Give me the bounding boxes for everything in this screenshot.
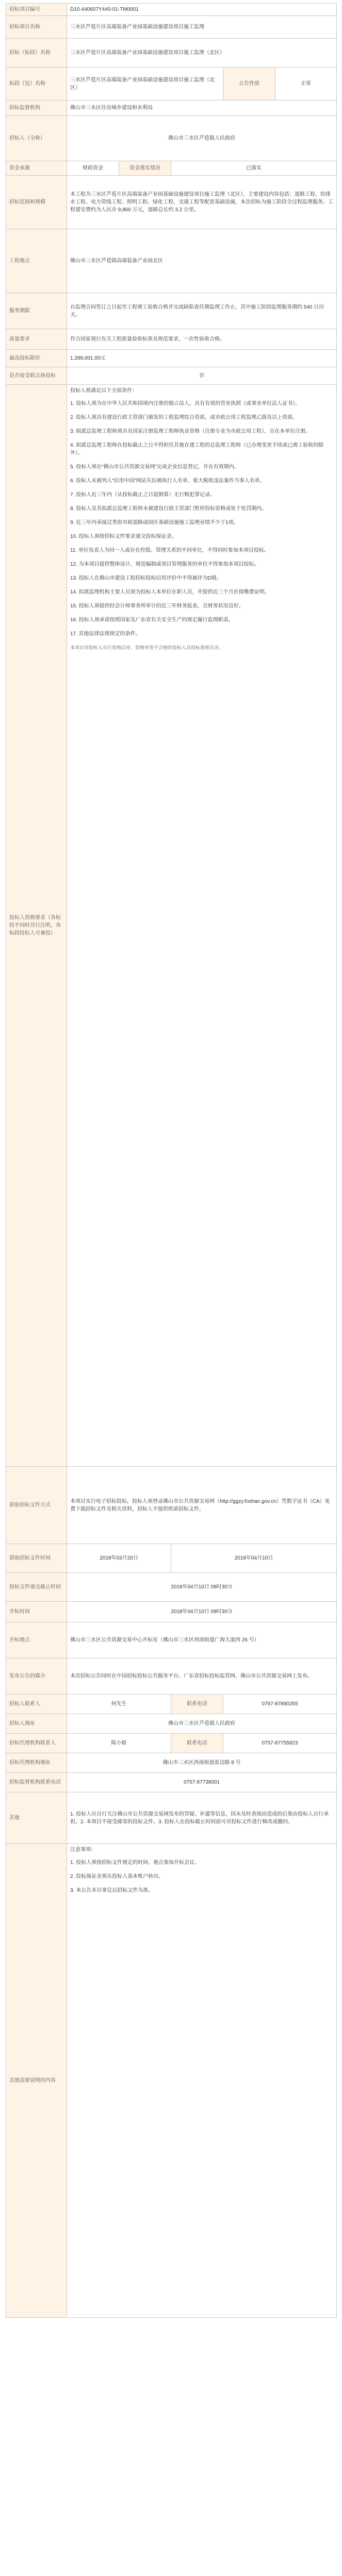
qualification-item: 15. 投标人须提供经会计师事务所审计的近三年财务报表，且财务状况良好。 (70, 603, 244, 609)
content-block (67, 1844, 337, 2318)
other-label: 其他 (6, 1792, 67, 1844)
open-place-label: 开标地点 (6, 1622, 67, 1658)
scale-text: 本工程为三水区芦苞片区高端装备产业园基础设施建设项目施工监理（北区），主要建设内容包括：道路工程、给排水工程、电力管线工程、照明工程、绿化工程、交通工程等配套基础设施，本次招标为施工阶段全过程监理服务。工程建安费约为人民币 9,860 万元，道路总长约 3.2 公里。 (67, 176, 337, 229)
owner-contact-label: 招标人联系人 (6, 1694, 67, 1714)
qualification-item: 8. 投标人及其拟派总监理工程师未被建设行政主管部门暂停投标资格或处于处罚期内。 (70, 506, 267, 512)
section-name: 三水区芦苞片区高端装备产业园基础设施建设项目施工监理（北区） (67, 67, 223, 100)
qualification-item: 1. 投标人须为在中华人民共和国境内注册的独立法人，具有有效的营业执照（或事业单位法人证书）。 (70, 401, 301, 406)
owner-label: 招标人（全称） (6, 116, 67, 161)
scale-label: 招标范围和规模 (6, 176, 67, 229)
funding-ratio: 已落实 (171, 161, 337, 176)
submit-label: 投标文件递交截止时间 (6, 1573, 67, 1602)
qualification-head: 投标人须满足以下全部条件： (70, 388, 137, 394)
allow-joint: 否 (67, 367, 337, 385)
qualification-item: 14. 拟派监理机构主要人员须为投标人本单位在职人员，并提供近三个月社保缴费证明。 (70, 589, 270, 595)
content-item: 2. 投标保证金须从投标人基本账户转出。 (70, 1874, 164, 1879)
location: 佛山市三水区芦苞镇高端装备产业园北区 (67, 229, 337, 293)
quality-label: 质量要求 (6, 329, 67, 350)
funding-ratio-label: 资金落实情况 (119, 161, 171, 176)
get-time-end: 2018年04月10日 (171, 1544, 337, 1573)
location-label: 工程地点 (6, 229, 67, 293)
method-label: 获取招标文件方式 (6, 1467, 67, 1544)
content-item: 1. 投标人须按招标文件规定的时间、地点参加开标会议。 (70, 1860, 200, 1866)
content-head: 注意事项： (70, 1847, 96, 1853)
agent-phone: 0757-87755823 (223, 1734, 337, 1753)
period: 自监理合同签订之日起至工程竣工验收合格并完成缺陷责任期监理工作止，其中施工阶段监理服务期约 540 日历天。 (67, 293, 337, 329)
get-time-label: 获取招标文件时间 (6, 1544, 67, 1573)
qualification-item: 7. 投标人近三年内（从投标截止之日起倒算）无行贿犯罪记录。 (70, 492, 216, 498)
open-time-label: 开标时间 (6, 1602, 67, 1622)
owner-address: 佛山市三水区芦苞镇人民政府 (67, 1714, 337, 1734)
announcement-page (6, 3, 336, 2318)
project-name-label: 招标项目名称 (6, 16, 67, 39)
funding-source: 财政资金 (67, 161, 119, 176)
agent-address-label: 招标代理机构地址 (6, 1753, 67, 1773)
control-price-label: 最高投标限价 (6, 350, 67, 367)
project-code-label: 招标项目编号 (6, 4, 67, 16)
get-time-start: 2018年03月20日 (67, 1544, 171, 1573)
bid-type: 正常 (275, 67, 337, 100)
qualification-item: 12. 为本项目提供整体设计、规范编制或项目管理服务的单位不得参加本项目投标。 (70, 562, 259, 567)
period-label: 服务期限 (6, 293, 67, 329)
super-contact-label: 招标监督机构联系电话 (6, 1773, 67, 1792)
funding-label: 资金来源 (6, 161, 67, 176)
qualification-note: 本项目对投标人实行资格后审，资格审查不合格的投标人其投标将被否决。 (70, 645, 224, 650)
section-label: 标段（包）名称 (6, 67, 67, 100)
project-code: D10-440607Y440-01-TM0001 (67, 4, 337, 16)
agent-contact-label: 招标代理机构联系人 (6, 1734, 67, 1753)
owner-phone-label: 联系电话 (171, 1694, 223, 1714)
qualification-item: 13. 投标人在佛山市建设工程招标投标信用评价中不得被评为D级。 (70, 575, 222, 581)
allow-joint-label: 是否接受联合体投标 (6, 367, 67, 385)
qualification-item: 10. 投标人须按招标文件要求递交投标保证金。 (70, 534, 177, 539)
supervision: 佛山市三水区住房城乡建设和水利局 (67, 100, 337, 116)
quality: 符合国家现行有关工程质量验收标准及规范要求，一次性验收合格。 (67, 329, 337, 350)
content-label: 其他需要说明的内容 (6, 1844, 67, 2318)
media: 本次招标公告同时在中国招标投标公共服务平台、广东省招标投标监管网、佛山市公共资源交易网上发布。 (67, 1658, 337, 1694)
content-item: 3. 本公告未尽事宜以招标文件为准。 (70, 1888, 154, 1893)
project-sub: 三水区芦苞片区高端装备产业园基础设施建设项目施工监理（北区） (67, 39, 337, 67)
qualification-item: 16. 投标人须承诺按照国家及广东省有关安全生产的规定履行监理职责。 (70, 617, 234, 623)
control-price: 1,289,001.00元 (67, 350, 337, 367)
agent-phone-label: 联系电话 (171, 1734, 223, 1753)
qualification-item: 9. 近三年内承接过类似市政道路或园区基础设施施工监理业绩不少于1项。 (70, 520, 239, 526)
other-text: 1. 投标人应自行关注佛山市公共资源交易网发布的答疑、补遗等信息，因未及时查阅而造成的后果由投标人自行承担。2. 本项目不接受邮寄的投标文件。3. 投标人在投标截止时间前可对投标文件进行修改或撤回。 (67, 1792, 337, 1844)
supervision-label: 招标监督机构 (6, 100, 67, 116)
bid-type-label: 公告性质 (223, 67, 275, 100)
project-name: 三水区芦苞片区高端装备产业园基础设施建设项目施工监理 (67, 16, 337, 39)
method: 本项目实行电子招标投标，投标人须登录佛山市公共资源交易网（http://ggzy.foshan.gov.cn）凭数字证书（CA）免费下载招标文件及相关资料，招标人不提供纸质招标文件。 (67, 1467, 337, 1544)
qualification-item: 4. 拟派总监理工程师在投标截止之日不得担任其他在建工程的总监理工程师（已办理变更手续或已竣工验收的除外）。 (70, 443, 324, 456)
open-place: 佛山市三水区公共资源交易中心开标室（佛山市三水区西南街道广海大道西 26 号） (67, 1622, 337, 1658)
qualification-item: 11. 单位负责人为同一人或存在控股、管理关系的不同单位，不得同时参加本项目投标。 (70, 548, 269, 553)
agent-address: 佛山市三水区西南街道张边路 8 号 (67, 1753, 337, 1773)
agent-contact: 陈小姐 (67, 1734, 171, 1753)
qualification-item: 3. 拟派总监理工程师须具有国家注册监理工程师执业资格（注册专业为市政公用工程），且在本单位注册。 (70, 429, 311, 434)
open-time: 2018年04月10日 09时30分 (67, 1602, 337, 1622)
media-label: 发布公告的媒介 (6, 1658, 67, 1694)
owner: 佛山市三水区芦苞镇人民政府 (67, 116, 337, 161)
qualification-label: 投标人资格要求（各标段不同时另行注明，各标段投标人可兼投） (6, 385, 67, 1467)
qualification-item: 5. 投标人须在“佛山市公共资源交易网”完成企业信息登记，并在有效期内。 (70, 464, 239, 470)
qualification-item: 17. 其他法律法规规定的条件。 (70, 631, 141, 637)
submit-time: 2018年04月10日 09时30分 (67, 1573, 337, 1602)
owner-phone: 0757-87890255 (223, 1694, 337, 1714)
super-contact: 0757-87738001 (67, 1773, 337, 1792)
qualification-item: 6. 投标人未被列入“信用中国”网站失信被执行人名单、重大税收违法案件当事人名单。 (70, 478, 265, 484)
owner-address-label: 招标人地址 (6, 1714, 67, 1734)
announcement-table (6, 3, 337, 2318)
qualification-block (67, 385, 337, 1467)
qualification-item: 2. 投标人须具有建设行政主管部门颁发的工程监理综合资质，或市政公用工程监理乙级及以上资质。 (70, 415, 298, 420)
owner-contact: 何先生 (67, 1694, 171, 1714)
project-sub-label: 招标（标段）名称 (6, 39, 67, 67)
